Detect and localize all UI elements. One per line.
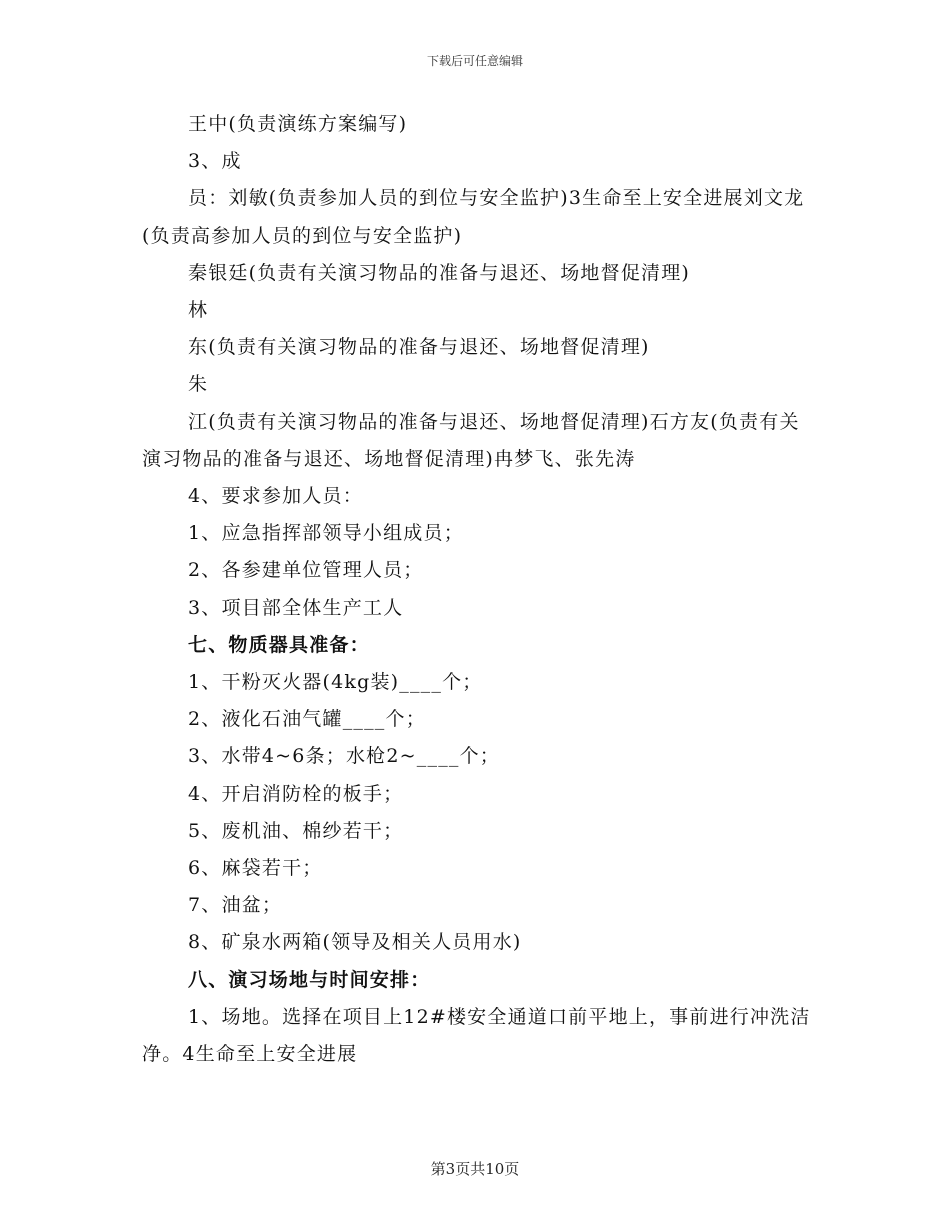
paragraph: 员：刘敏(负责参加人员的到位与安全监护)3生命至上安全进展刘文龙(负责高参加人员的到位与安全监护) (142, 187, 805, 247)
list-item: 4、开启消防栓的板手； (188, 782, 404, 805)
paragraph: 3、成 (188, 150, 242, 173)
page-footer: 第3页共10页 (430, 1160, 520, 1178)
paragraph: 1、场地。选择在项目上12#楼安全通道口前平地上，事前进行冲洗洁净。4生命至上安全进展 (142, 1005, 811, 1066)
list-item: 3、项目部全体生产工人 (188, 596, 404, 619)
list-item: 2、液化石油气罐____个； (188, 708, 426, 731)
list-item: 1、应急指挥部领导小组成员； (188, 522, 464, 545)
list-item: 8、矿泉水两箱(领导及相关人员用水) (188, 931, 522, 954)
list-item: 2、各参建单位管理人员； (188, 559, 424, 582)
paragraph: 朱 (188, 373, 209, 396)
paragraph: 秦银廷(负责有关演习物品的准备与退还、场地督促清理) (188, 261, 691, 284)
paragraph: 林 (188, 299, 209, 322)
section-heading: 七、物质器具准备： (188, 633, 370, 656)
paragraph: 王中(负责演练方案编写) (188, 113, 408, 135)
paragraph: 江(负责有关演习物品的准备与退还、场地督促清理)石方友(负责有关演习物品的准备与退还、场地督促清理)冉梦飞、张先涛 (142, 410, 800, 470)
list-item: 5、废机油、棉纱若干； (188, 819, 404, 842)
list-item: 3、水带4~6条；水枪2~____个； (188, 745, 500, 768)
document-body (142, 106, 818, 1073)
list-item: 7、油盆； (188, 894, 283, 917)
section-heading: 八、演习场地与时间安排： (188, 968, 431, 991)
list-item: 4、要求参加人员： (188, 485, 363, 508)
paragraph: 东(负责有关演习物品的准备与退还、场地督促清理) (188, 336, 650, 359)
page-header: 下载后可任意编辑 (426, 54, 523, 68)
list-item: 6、麻袋若干； (188, 857, 323, 880)
list-item: 1、干粉灭火器(4kg装)____个； (188, 671, 483, 694)
